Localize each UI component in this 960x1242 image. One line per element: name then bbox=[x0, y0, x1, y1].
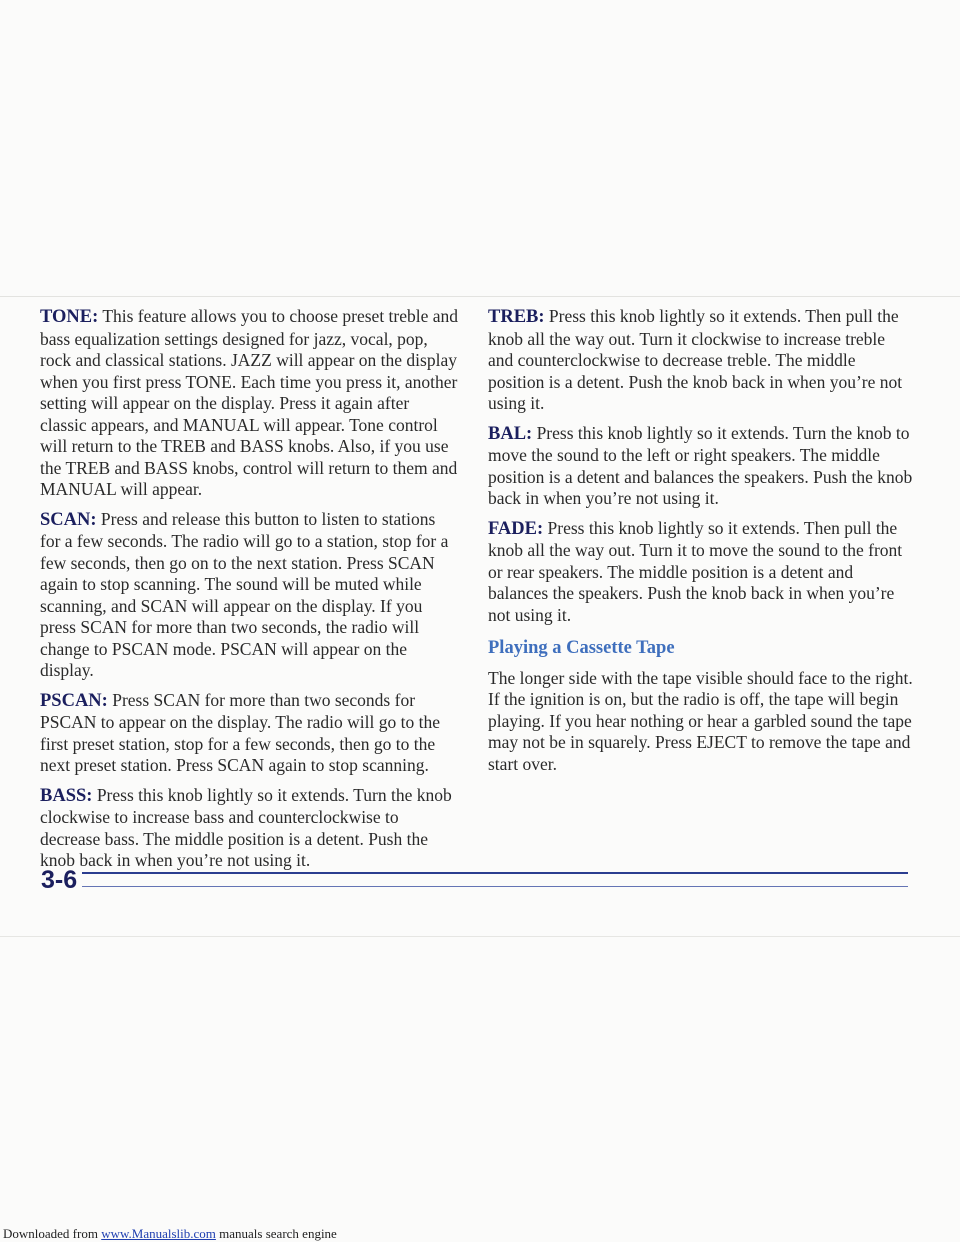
fade-text: Press this knob lightly so it extends. Then pull the knob all the way out. Turn it to move the sound to the front or rear speakers. The middle position is a detent and balances the speakers. Push the knob back in when you’re not using it. bbox=[488, 517, 903, 625]
left-column bbox=[40, 306, 460, 880]
fade-paragraph bbox=[488, 518, 913, 627]
tone-paragraph bbox=[40, 306, 460, 501]
page-bottom-edge bbox=[0, 936, 960, 937]
download-suffix: manuals search engine bbox=[215, 1226, 337, 1241]
pscan-term: PSCAN: bbox=[40, 690, 108, 711]
pscan-text: Press SCAN for more than two seconds for PSCAN to appear on the display. The radio will go to the first preset station, stop for a few seconds, then go to the next preset station. Press SCAN again to stop scanning. bbox=[40, 689, 441, 775]
bass-paragraph bbox=[40, 785, 460, 872]
footer-rule-thin bbox=[82, 886, 908, 887]
download-prefix: Downloaded from bbox=[3, 1226, 102, 1241]
bal-term: BAL: bbox=[488, 423, 533, 444]
cassette-paragraph: The longer side with the tape visible should face to the right. If the ignition is on, but the radio is off, the tape will begin playing. If you hear nothing or hear a garbled sound the tape may not be in squarely. Press EJECT to remove the tape and start over. bbox=[488, 667, 913, 774]
treb-term: TREB: bbox=[488, 307, 545, 327]
footer-rule bbox=[82, 872, 908, 874]
scan-term: SCAN: bbox=[40, 509, 97, 530]
bass-text: Press this knob lightly so it extends. Turn the knob clockwise to increase bass and counterclockwise to decrease bass. The middle position is a detent. Push the knob back in when you’re not using it. bbox=[40, 784, 452, 870]
scan-paragraph bbox=[40, 509, 460, 682]
page-number: 3-6 bbox=[41, 866, 78, 894]
tone-term: TONE: bbox=[40, 307, 99, 327]
pscan-paragraph bbox=[40, 690, 460, 777]
scan-text: Press and release this button to listen to stations for a few seconds. The radio will go to a station, stop for a few seconds, then go on to the next station. Press SCAN again to stop scanning. The sound will be muted while scanning, and SCAN will appear on the display. If you press SCAN for more than two seconds, the radio will change to PSCAN mode. PSCAN will appear on the display. bbox=[40, 508, 449, 680]
fade-term: FADE: bbox=[488, 518, 544, 539]
bal-text: Press this knob lightly so it extends. Turn the knob to move the sound to the left or right speakers. The middle position is a detent and balances the speakers. Push the knob back in when you’re not using it. bbox=[488, 422, 913, 508]
bal-paragraph bbox=[488, 423, 913, 510]
download-source-line bbox=[3, 1226, 337, 1242]
treb-paragraph bbox=[488, 306, 913, 415]
section-heading: Playing a Cassette Tape bbox=[488, 638, 675, 658]
treb-text: Press this knob lightly so it extends. Then pull the knob all the way out. Turn it clockwise to increase treble and counterclockwise to decrease treble. The middle position is a detent. Push the knob back in when you’re not using it. bbox=[488, 306, 903, 413]
tone-text: This feature allows you to choose preset treble and bass equalization settings designed for jazz, vocal, pop, rock and classical stations. JAZZ will appear on the display when you first press TONE. Each time you press it, another setting will appear on the display. Press it again after classic appears, and MANUAL will appear. Tone control will return to the TREB and BASS knobs. Also, if you use the TREB and BASS knobs, control will return to them and MANUAL will appear. bbox=[40, 306, 459, 499]
page-top-edge bbox=[0, 296, 960, 297]
bass-term: BASS: bbox=[40, 785, 93, 806]
manualslib-link[interactable]: www.Manualslib.com bbox=[101, 1226, 216, 1241]
right-column bbox=[488, 306, 913, 783]
